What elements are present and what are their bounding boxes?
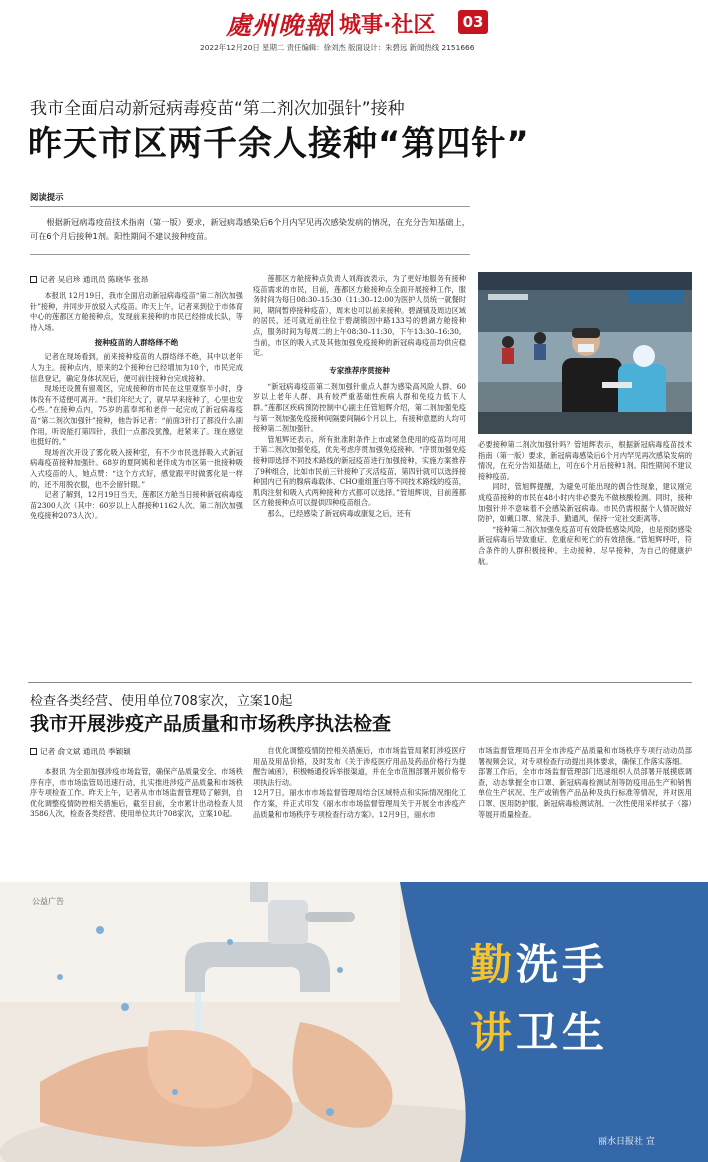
paragraph: 记者了解到，12月19日当天，莲都区方舱当日接种新冠病毒疫苗2300人次（其中：60岁以上人群接种1162人次、第二剂次加强免疫接种2073人次）。 <box>30 490 243 521</box>
vaccination-photo <box>478 272 692 434</box>
subheading: 接种疫苗的人群络绎不绝 <box>94 338 179 348</box>
paragraph: 记者在现场看到，前来接种疫苗的人群络绎不绝，其中以老年人为主。接种点内，原来的2个接种台已经增加为10个，市民完成信息登记，确定身体状况后，便可前往接种台完成接种。 <box>30 352 243 383</box>
article-divider <box>28 682 692 683</box>
public-service-ad <box>0 882 708 1162</box>
paragraph: 现场首次开设了雾化吸入接种室，有不少市民选择吸入式新冠病毒疫苗接种加强针。68岁的夏阿姨和老伴成为市区第一批接种吸入式疫苗的人，她点赞：“这个方式好，感觉跟平时做雾化是一样的，还不用脱衣服，也不会留针眼。” <box>30 447 243 489</box>
reading-tip <box>30 191 470 255</box>
page-number: 03 <box>462 13 484 31</box>
paragraph: “接种第二剂次加强免疫苗可有效降低感染风险，也是预防感染新冠病毒后导致重症、危重症和死亡的有效措施。”管旭辉呼吁，符合条件的人群积极接种、主动接种、尽早接种，为自己的健康护航。 <box>478 524 692 566</box>
paragraph: 本报讯 为全面加强涉疫市场监管，确保产品质量安全、市场秩序有序，市市场监管局迅速行动，扎实推进涉疫产品质量和市场秩序专项检查工作。昨天上午，记者从市市场监督管理局了解到，自优化调整疫情防控相关措施后，截至目前，全市累计出动检查人员3586人次，检查各类经营、使用单位共计708家次，立案10起。 <box>30 767 243 819</box>
ad-label: 公益广告 <box>32 897 64 906</box>
masthead-divider <box>331 10 333 36</box>
paragraph: 市场监督管理局召开全市涉疫产品质量和市场秩序专项行动动员部署视频会议，对专项检查行动提出具体要求，确保工作落实落细。 部署工作后，全市市场监督管理部门迅速组织人员部署开展摸底调查，动态掌握全市口罩、新冠病毒检测试剂等防疫用品生产和销售单位生产状况、生产或销售产品品种及执行标准等情况，并对医用口罩、医用防护服、新冠病毒检测试剂、一次性使用采样拭子（器）等展开质量检查。 <box>478 746 692 819</box>
subheading: 专家推荐序贯接种 <box>329 365 390 375</box>
article2-headline: 我市开展涉疫产品质量和市场秩序执法检查 <box>30 713 392 735</box>
article1-column-1 <box>30 274 243 522</box>
slogan-line2-text: 讲卫生 <box>470 1008 609 1057</box>
paragraph: 管旭辉还表示，所有批准附条件上市或紧急使用的疫苗均可用于第二剂次加强免疫，优先考虑序贯加强免疫接种。“序贯加强免疫接种即选择不同技术路线的新冠疫苗进行加强接种，实施方案推荐了9种组合，比如市民前三针接种了灭活疫苗，第四针就可以选择接种国内已有的腺病毒载体、CHO重组蛋白等不同技术路线的疫苗，肌肉注射和吸入式两种接种方式都可以选择。”管旭辉说，目前莲都区方舱接种点可以提供四种疫苗组合。 <box>253 434 467 508</box>
article2-kicker: 检查各类经营、使用单位708家次，立案10起 <box>30 694 293 709</box>
paragraph: “新冠病毒疫苗第二剂加强针重点人群为感染高风险人群、60岁以上老年人群、具有较严重基础性疾病人群和免疫力低下人群。”莲都区疾病预防控制中心副主任管旭辉介绍，第二剂加强免疫与第一剂加强免疫接种间隔要间隔6个月以上，有接种意愿的人均可接种第二剂加强针。 <box>253 381 467 434</box>
masthead-info-line: 2022年12月20日 星期二 责任编辑：徐刘杰 版面设计：朱碧远 新闻热线 2151666 <box>200 43 475 52</box>
ad-slogan-line2 <box>470 1000 608 1060</box>
page-number-badge <box>458 10 488 34</box>
masthead-paper-name: 處州晚報 <box>226 11 331 40</box>
paragraph: 现场还设置有留观区，完成接种的市民在这里观察半小时，身体没有不适便可离开。“我们年纪大了，就早早来接种了，心里也安心些。”在接种点内，75岁的蓝奉邦和老伴一起完成了新冠病毒疫苗“第二剂次加强针”接种，他告诉记者：“前面3针打了都没什么副作用，听说能打第四针，我们一点都没犹豫，赶紧来了。现在感觉也挺好的。” <box>30 384 243 447</box>
article2-byline: 记者 俞文斌 通讯员 季颖颖 <box>30 746 243 757</box>
article1-column-2 <box>253 274 466 519</box>
slogan-line1-text: 勤洗手 <box>470 940 609 989</box>
masthead-section: 城事·社区 <box>339 13 436 38</box>
article1-headline: 昨天市区两千余人接种“第四针” <box>28 124 530 164</box>
article1-kicker: 我市全面启动新冠病毒疫苗“第二剂次加强针”接种 <box>30 99 405 119</box>
slogan-accent-1 <box>470 932 514 982</box>
article1-byline: 记者 吴启珍 通讯员 陈晓华 张昂 <box>30 274 243 285</box>
paragraph: 莲都区方舱接种点负责人刘海波表示，为了更好地服务有接种疫苗需求的市民，目前，莲都区方舱接种点全面开展接种工作，服务时间为每日08:30–15:30（11:30–12:00为医护人员统一就餐时间，期间暂停接种疫苗），周末也可以前来接种。碧湖镇及周边区域的居民，还可就近前往位于碧湖镇因中路133号的碧湖方舱接种点，服务时间为每周二的上午08:30–11:30、下午13:30–16:30。当前，市区的吸入式及其他加强免疫接种的新冠病毒疫苗均供应稳定。 <box>253 274 466 358</box>
reading-tip-text: 根据新冠病毒疫苗技术指南（第一版）要求，新冠病毒感染后6个月内罕见再次感染发病的情况，在充分告知基础上，可在6个月后接种1剂。阳性期间不建议接种疫苗。 <box>30 217 470 241</box>
article2-column-2 <box>253 746 466 820</box>
paragraph: 那么，已经感染了新冠病毒或康复之后，还有 <box>267 508 412 518</box>
article2-column-3 <box>478 746 692 820</box>
reading-tip-label: 阅读提示 <box>30 191 470 207</box>
vaccination-photo-image <box>478 272 692 434</box>
byline-box-icon <box>30 748 37 755</box>
paragraph: 自优化调整疫情防控相关措施后，市市场监管局紧盯涉疫医疗用品及用品价格，及时发布《关于涉疫医疗用品及药品价格行为提醒告诫函》，积极畅通投诉举报渠道，并在全市范围部署开展价格专项执法行动。 12月7日，丽水市市场监督管理局结合区域特点和实际情况细化工作方案，并正式印发《丽水市市场监督管理局关于开展全市涉疫产品质量和市场秩序专项检查行动方案》。12月9日，丽水市 <box>253 746 466 819</box>
article1-column-3 <box>478 440 692 567</box>
article2-column-1 <box>30 746 243 820</box>
paragraph: 同时，管旭辉提醒，为避免可能出现的偶合性现象，建议刚完成疫苗接种的市民在48小时内非必要先不做核酸检测。同时，接种加强针并不意味着不会感染新冠病毒。市民仍需根据个人情况做好防护，如戴口罩、常洗手、勤通风，保持一定社交距离等。 <box>478 482 692 524</box>
paragraph: 必要接种第二剂次加强针吗？管旭辉表示，根据新冠病毒疫苗技术指南（第一版）要求，新冠病毒感染后6个月内罕见再次感染发病的情况，在充分告知基础上，可在6个月后接种1剂。阳性期间不建议接种疫苗。 <box>478 440 692 481</box>
byline-box-icon <box>30 276 37 283</box>
paragraph: 本报讯 12月19日，我市全面启动新冠病毒疫苗“第二剂次加强针”接种，并同步开放驳入式疫苗。昨天上午，记者来到位于市体育中心的莲都区方舱接种点，发现前来接种的市民已经排成长队，等待入场。 <box>30 291 243 332</box>
ad-credit: 丽水日报社 宣 <box>598 1137 655 1147</box>
masthead <box>0 0 708 60</box>
